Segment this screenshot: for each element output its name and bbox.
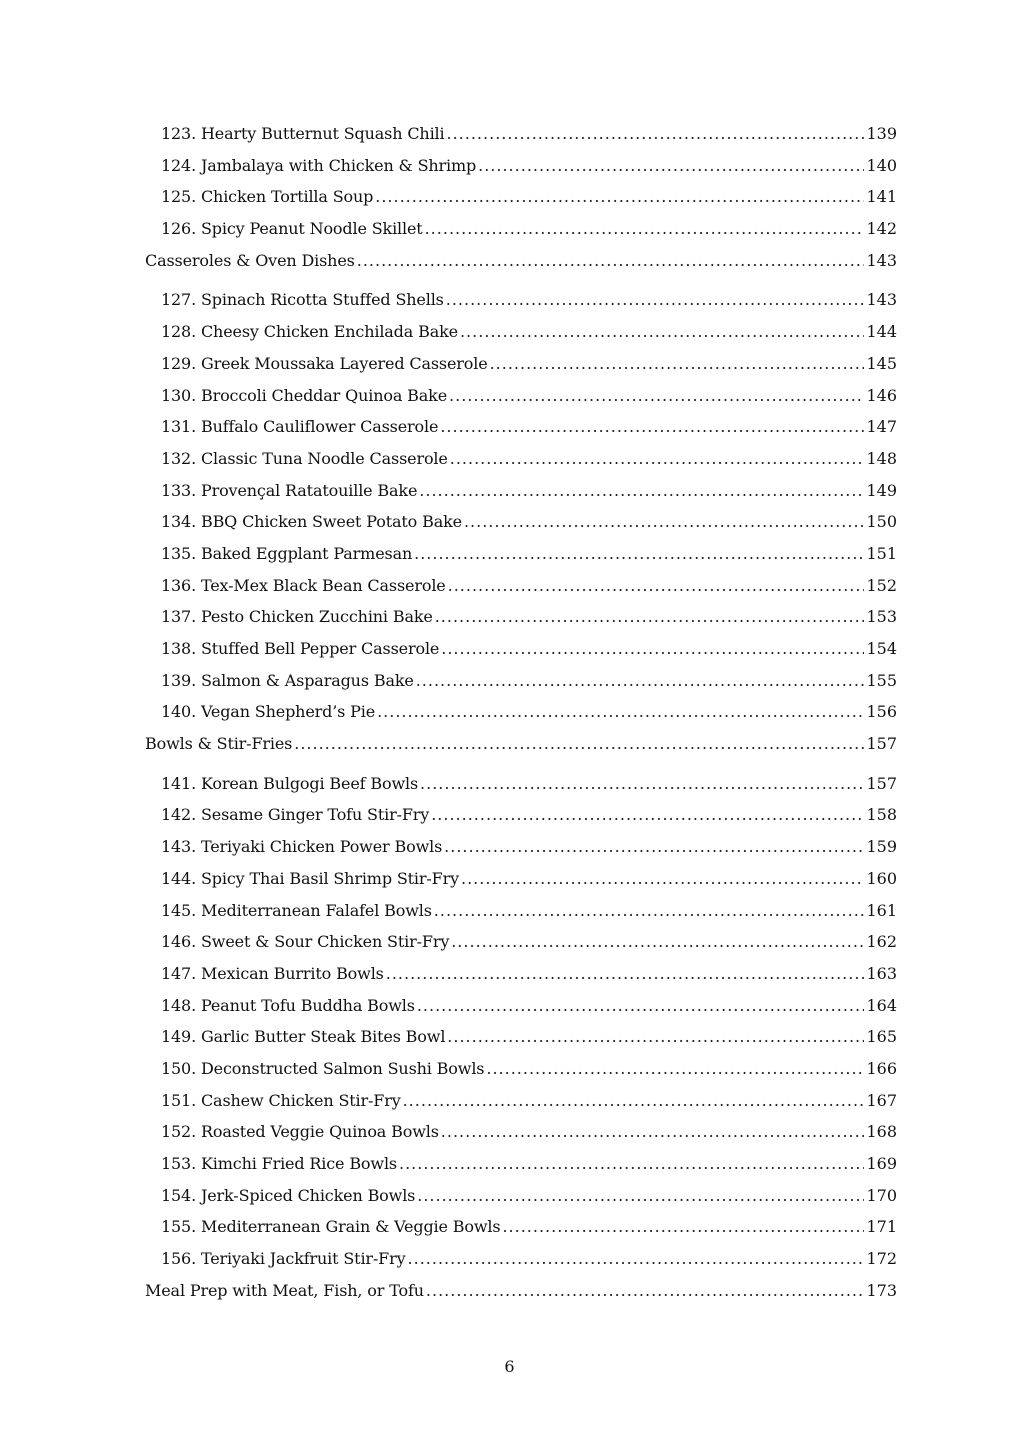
toc-dot-leader: [375, 181, 864, 213]
toc-entry-row: [145, 1085, 897, 1117]
table-of-contents: [145, 118, 897, 1306]
toc-page-number: 149: [866, 480, 897, 500]
toc-entry-row: [145, 118, 897, 150]
toc-dot-leader: [441, 633, 864, 665]
toc-entry-row: [145, 181, 897, 213]
toc-entry-row: [145, 538, 897, 570]
toc-dot-leader: [417, 990, 865, 1022]
toc-page-number: 151: [866, 543, 897, 563]
toc-page-number: 143: [866, 290, 897, 310]
toc-entry-title: 134. BBQ Chicken Sweet Potato Bake: [161, 512, 462, 532]
toc-entry-row: [145, 633, 897, 665]
toc-entry-title: 128. Cheesy Chicken Enchilada Bake: [161, 322, 458, 342]
toc-entry-row: [145, 348, 897, 380]
page-number: 6: [504, 1357, 515, 1376]
toc-entry-title: 136. Tex-Mex Black Bean Casserole: [161, 575, 446, 595]
toc-page-number: 171: [866, 1217, 897, 1237]
toc-page-number: 143: [866, 250, 897, 270]
toc-entry-title: 130. Broccoli Cheddar Quinoa Bake: [161, 385, 448, 405]
toc-section-title: Casseroles & Oven Dishes: [145, 250, 355, 270]
toc-entry-title: 150. Deconstructed Salmon Sushi Bowls: [161, 1058, 485, 1078]
toc-section-row: [145, 245, 897, 277]
toc-entry-row: [145, 411, 897, 443]
toc-dot-leader: [403, 1085, 865, 1117]
toc-page-number: 157: [866, 773, 897, 793]
toc-entry-row: [145, 443, 897, 475]
toc-entry-row: [145, 213, 897, 245]
toc-entry-row: [145, 570, 897, 602]
toc-page-number: 154: [866, 639, 897, 658]
toc-entry-row: [145, 926, 897, 958]
toc-entry-title: 151. Cashew Chicken Stir-Fry: [161, 1090, 401, 1110]
toc-dot-leader: [449, 380, 864, 412]
toc-entry-title: 123. Hearty Butternut Squash Chili: [161, 124, 445, 143]
toc-page-number: 156: [866, 702, 897, 722]
toc-entry-title: 142. Sesame Ginger Tofu Stir-Fry: [161, 805, 430, 825]
toc-dot-leader: [441, 1116, 865, 1148]
toc-entry-title: 146. Sweet & Sour Chicken Stir-Fry: [161, 932, 450, 952]
toc-entry-row: [145, 1116, 897, 1148]
toc-entry-row: [145, 990, 897, 1022]
toc-entry-title: 135. Baked Eggplant Parmesan: [161, 543, 413, 563]
toc-page-number: 153: [866, 607, 897, 627]
toc-dot-leader: [414, 538, 864, 570]
toc-entry-row: [145, 284, 897, 316]
toc-dot-leader: [408, 1243, 865, 1275]
toc-dot-leader: [460, 316, 864, 348]
toc-entry-title: 131. Buffalo Cauliflower Casserole: [161, 417, 439, 437]
toc-dot-leader: [294, 728, 864, 760]
toc-entry-title: 132. Classic Tuna Noodle Casserole: [161, 448, 448, 468]
toc-entry-title: 133. Provençal Ratatouille Bake: [161, 480, 418, 500]
toc-entry-title: 129. Greek Moussaka Layered Casserole: [161, 353, 488, 373]
toc-page-number: 142: [866, 219, 897, 239]
toc-entry-row: [145, 895, 897, 927]
toc-dot-leader: [451, 926, 864, 958]
toc-dot-leader: [357, 245, 865, 277]
toc-dot-leader: [478, 150, 864, 182]
toc-dot-leader: [431, 799, 864, 831]
toc-entry-title: 144. Spicy Thai Basil Shrimp Stir-Fry: [161, 868, 459, 888]
toc-entry-row: [145, 1148, 897, 1180]
toc-page-number: 145: [866, 353, 897, 373]
toc-dot-leader: [486, 1053, 864, 1085]
toc-entry-title: 156. Teriyaki Jackfruit Stir-Fry: [161, 1249, 406, 1269]
toc-dot-leader: [419, 475, 864, 507]
toc-entry-title: 145. Mediterranean Falafel Bowls: [161, 900, 432, 920]
toc-page-number: 166: [866, 1058, 897, 1078]
toc-page-number: 150: [866, 512, 897, 532]
toc-entry-title: 147. Mexican Burrito Bowls: [161, 963, 384, 983]
toc-page-number: 152: [866, 575, 897, 595]
toc-dot-leader: [386, 958, 865, 990]
toc-section-row: [145, 1275, 897, 1307]
toc-dot-leader: [446, 284, 865, 316]
toc-dot-leader: [426, 1275, 865, 1307]
toc-dot-leader: [399, 1148, 864, 1180]
toc-entry-row: [145, 831, 897, 863]
toc-entry-row: [145, 150, 897, 182]
toc-page-number: 165: [866, 1027, 897, 1047]
toc-entry-row: [145, 1211, 897, 1243]
toc-dot-leader: [417, 1180, 864, 1212]
toc-entry-title: 138. Stuffed Bell Pepper Casserole: [161, 639, 440, 658]
toc-dot-leader: [502, 1211, 864, 1243]
toc-entry-row: [145, 601, 897, 633]
toc-entry-row: [145, 1243, 897, 1275]
toc-page-number: 167: [866, 1090, 897, 1110]
toc-page-number: 161: [866, 900, 897, 920]
toc-entry-title: 140. Vegan Shepherd’s Pie: [161, 702, 376, 722]
toc-entry-title: 153. Kimchi Fried Rice Bowls: [161, 1154, 397, 1173]
toc-dot-leader: [416, 665, 865, 697]
toc-entry-row: [145, 1053, 897, 1085]
toc-entry-title: 126. Spicy Peanut Noodle Skillet: [161, 219, 423, 239]
toc-page-number: 170: [866, 1185, 897, 1205]
toc-dot-leader: [440, 411, 864, 443]
toc-page-number: 162: [866, 932, 897, 952]
toc-dot-leader: [425, 213, 865, 245]
toc-page-number: 159: [866, 837, 897, 857]
toc-entry-row: [145, 316, 897, 348]
toc-entry-title: 124. Jambalaya with Chicken & Shrimp: [161, 155, 477, 175]
toc-dot-leader: [448, 570, 865, 602]
toc-dot-leader: [450, 443, 865, 475]
toc-dot-leader: [461, 863, 864, 895]
toc-entry-row: [145, 380, 897, 412]
toc-page-number: 158: [866, 805, 897, 825]
toc-entry-title: 127. Spinach Ricotta Stuffed Shells: [161, 290, 444, 310]
toc-page-number: 169: [866, 1154, 897, 1173]
toc-dot-leader: [464, 506, 865, 538]
toc-entry-row: [145, 1180, 897, 1212]
toc-section-title: Meal Prep with Meat, Fish, or Tofu: [145, 1280, 424, 1300]
toc-section-title: Bowls & Stir-Fries: [145, 734, 293, 754]
toc-page-number: 160: [866, 868, 897, 888]
toc-page-number: 141: [866, 187, 897, 207]
toc-entry-row: [145, 863, 897, 895]
toc-dot-leader: [490, 348, 865, 380]
toc-entry-title: 149. Garlic Butter Steak Bites Bowl: [161, 1027, 446, 1047]
toc-entry-title: 139. Salmon & Asparagus Bake: [161, 670, 414, 690]
toc-entry-title: 137. Pesto Chicken Zucchini Bake: [161, 607, 433, 627]
toc-entry-title: 152. Roasted Veggie Quinoa Bowls: [161, 1122, 439, 1142]
toc-page-number: 139: [866, 124, 897, 143]
toc-page-number: 144: [866, 322, 897, 342]
toc-page-number: 155: [866, 670, 897, 690]
toc-entry-row: [145, 665, 897, 697]
toc-dot-leader: [447, 1021, 864, 1053]
toc-page-number: 148: [866, 448, 897, 468]
toc-entry-row: [145, 506, 897, 538]
toc-page-number: 172: [866, 1249, 897, 1269]
toc-entry-row: [145, 696, 897, 728]
toc-entry-title: 148. Peanut Tofu Buddha Bowls: [161, 995, 415, 1015]
toc-page-number: 173: [866, 1280, 897, 1300]
toc-entry-row: [145, 475, 897, 507]
toc-entry-row: [145, 799, 897, 831]
toc-entry-title: 155. Mediterranean Grain & Veggie Bowls: [161, 1217, 501, 1237]
toc-dot-leader: [447, 118, 865, 150]
toc-page-number: 164: [866, 995, 897, 1015]
toc-page-number: 157: [866, 734, 897, 754]
toc-section-row: [145, 728, 897, 760]
toc-entry-title: 141. Korean Bulgogi Beef Bowls: [161, 773, 419, 793]
toc-entry-row: [145, 1021, 897, 1053]
toc-entry-row: [145, 958, 897, 990]
toc-entry-title: 154. Jerk-Spiced Chicken Bowls: [161, 1185, 416, 1205]
toc-dot-leader: [435, 601, 865, 633]
toc-entry-title: 125. Chicken Tortilla Soup: [161, 187, 374, 207]
toc-page-number: 147: [866, 417, 897, 437]
toc-page-number: 163: [866, 963, 897, 983]
toc-entry-row: [145, 768, 897, 800]
toc-dot-leader: [444, 831, 864, 863]
toc-entry-title: 143. Teriyaki Chicken Power Bowls: [161, 837, 443, 857]
toc-dot-leader: [434, 895, 865, 927]
toc-dot-leader: [377, 696, 864, 728]
toc-page-number: 146: [866, 385, 897, 405]
toc-page-number: 168: [866, 1122, 897, 1142]
toc-page-number: 140: [866, 155, 897, 175]
toc-dot-leader: [420, 768, 864, 800]
